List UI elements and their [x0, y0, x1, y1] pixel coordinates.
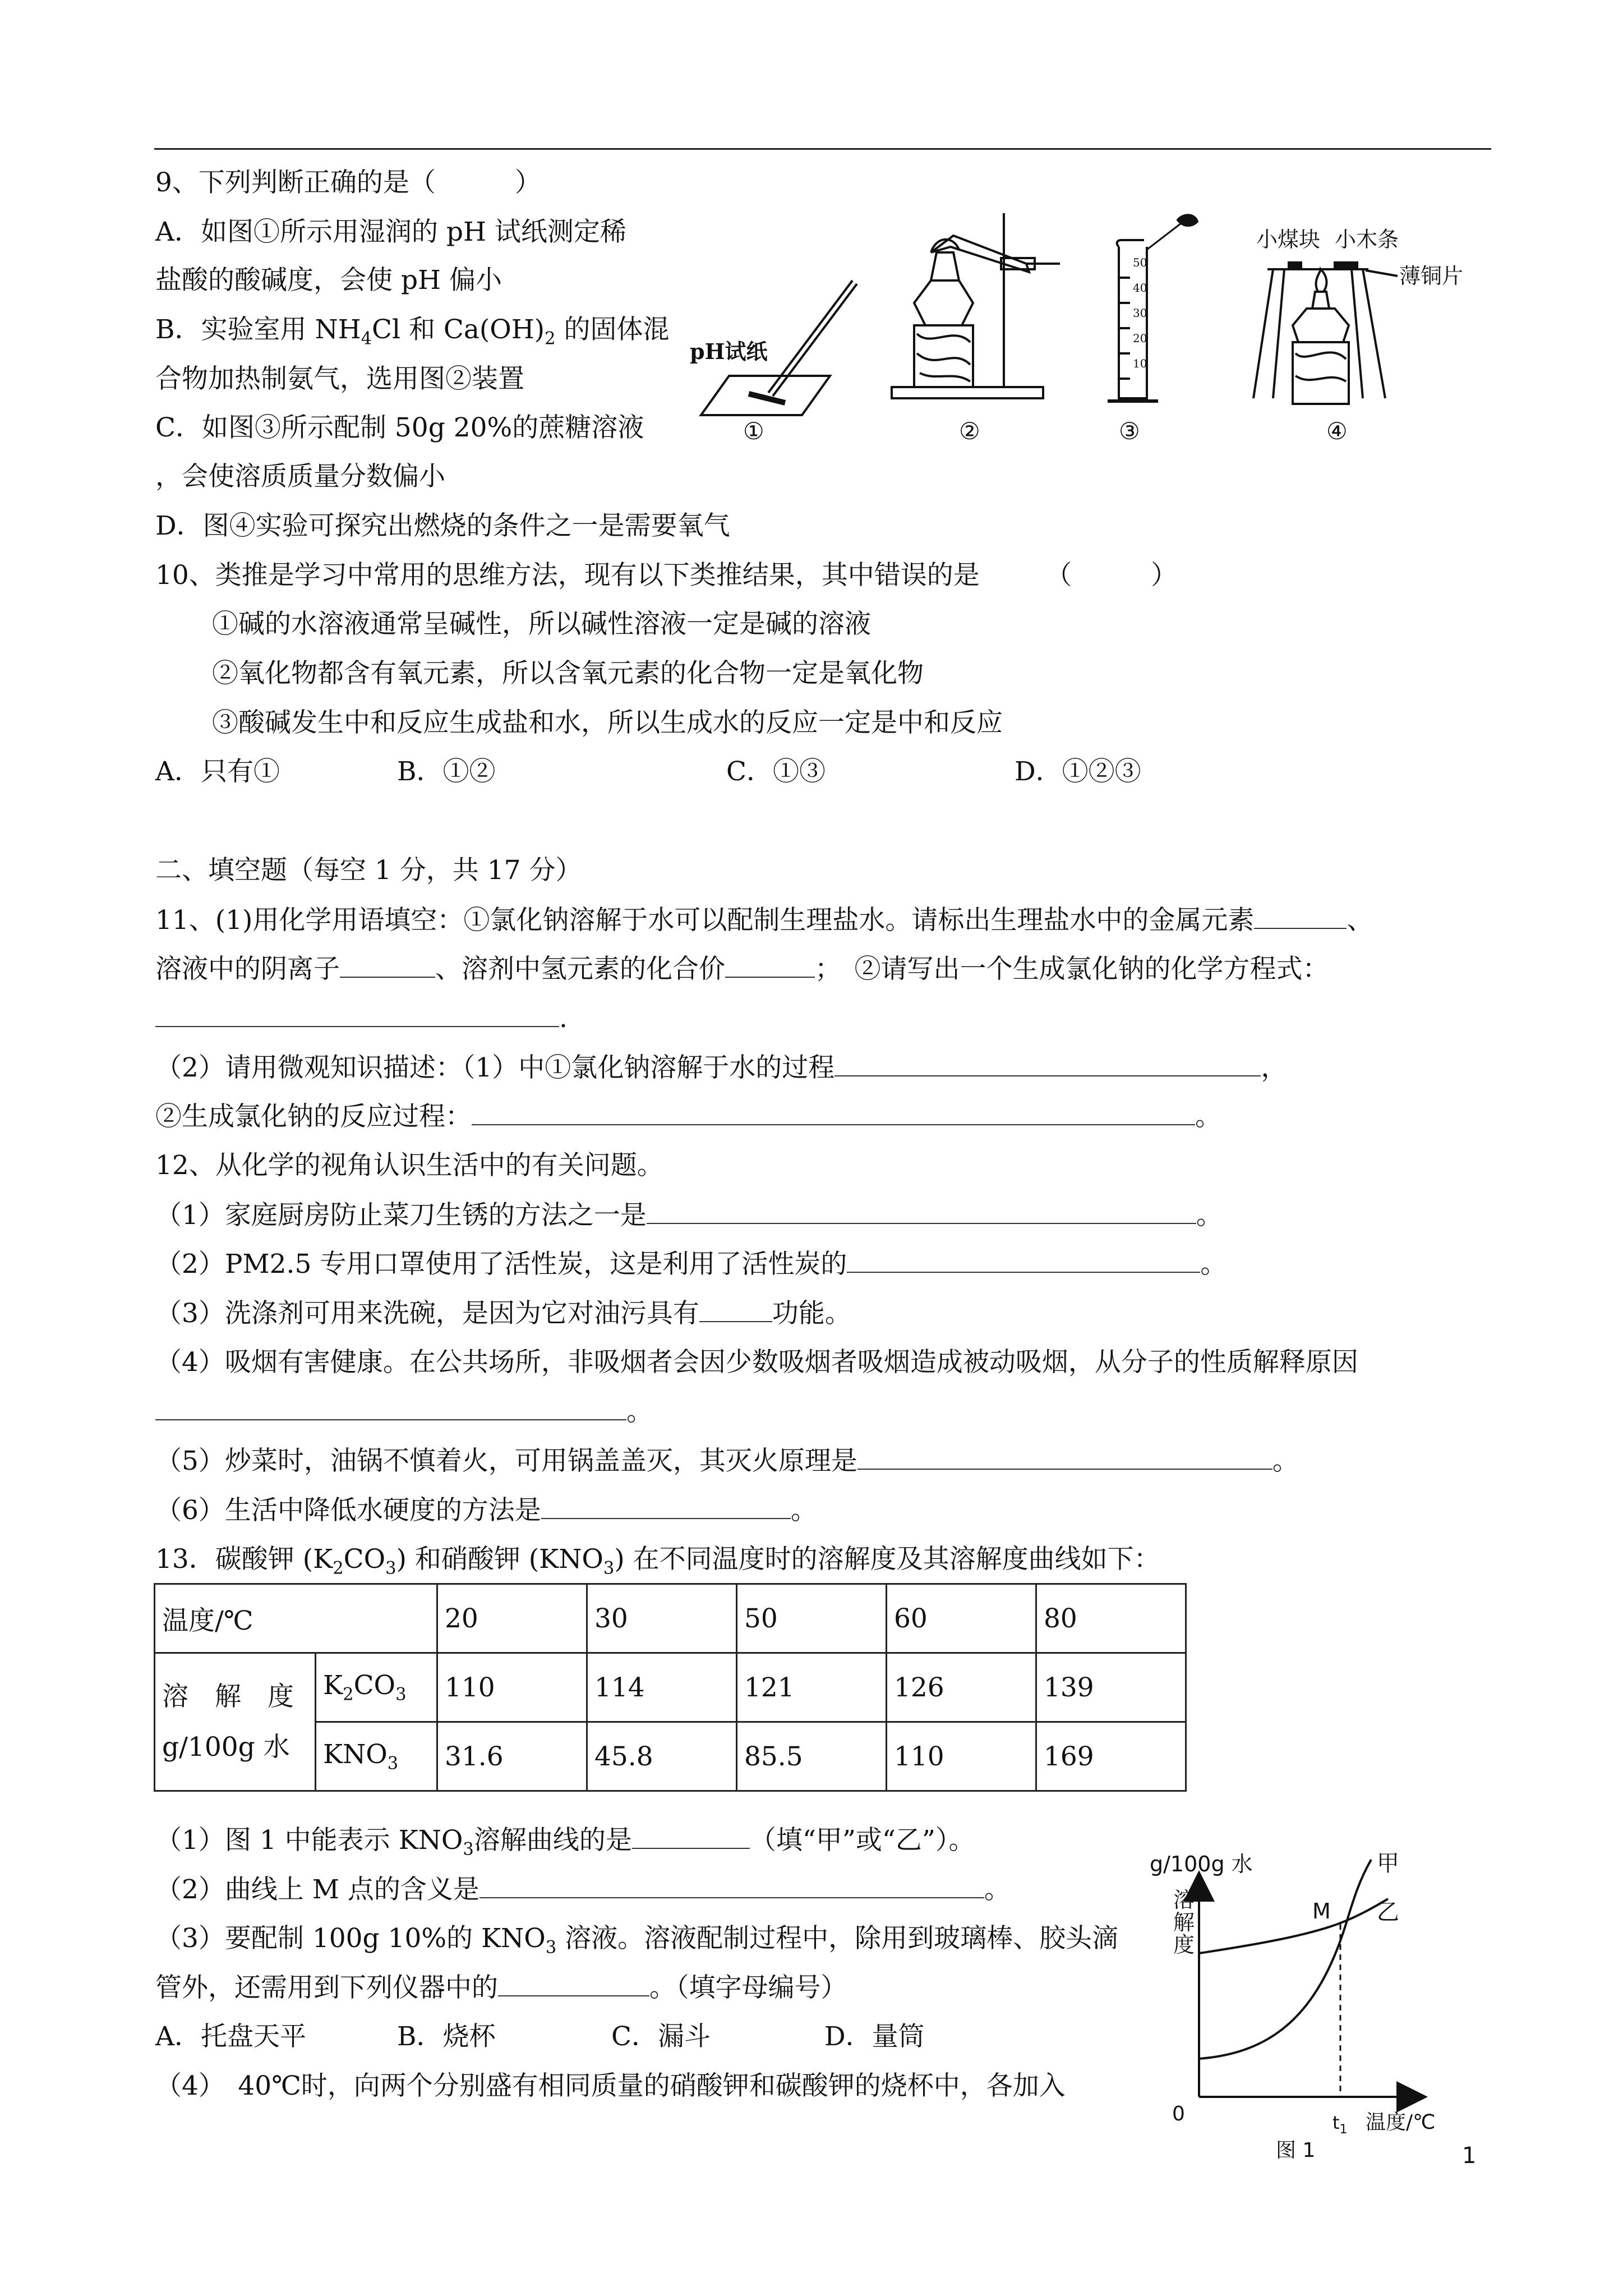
q11-blank-valence[interactable] [725, 952, 815, 978]
q12-blank-3[interactable] [699, 1296, 772, 1322]
q13-part-1: （1）图 1 中能表示 $KNO_3$溶解曲线的是 （填“甲”或“乙”）。 [155, 1823, 975, 1866]
table-temp-60: 60 [887, 1584, 1036, 1653]
section-2-title: 二、填空题（每空 1 分，共 17 分） [155, 855, 582, 886]
graduated-cylinder-figure [1108, 215, 1197, 445]
q13-blank-1[interactable] [632, 1823, 750, 1849]
cylinder-mark-40: 40 [1133, 281, 1147, 295]
cylinder-mark-30: 30 [1133, 306, 1147, 320]
q10-statement-3: ③酸碱发生中和反应生成盐和水，所以生成水的反应一定是中和反应 [212, 707, 1003, 738]
q12-part-1: （1）家庭厨房防止菜刀生锈的方法之一是 。 [155, 1198, 1223, 1232]
q12-part-4: （4）吸烟有害健康。在公共场所，非吸烟者会因少数吸烟者吸烟造成被动吸烟，从分子的性质解释原因 [155, 1347, 1358, 1378]
graph-ylabel-2: 解 [1173, 1910, 1195, 1935]
q9-option-c-line2: ，会使溶质质量分数偏小 [155, 461, 445, 492]
q11-line-3: . [155, 1001, 568, 1036]
q10-option-d: D．①②③ [1015, 756, 1141, 787]
coal-label: 小煤块 [1256, 227, 1321, 252]
graph-origin: 0 [1172, 2102, 1185, 2125]
wood-label: 小木条 [1335, 227, 1399, 252]
q9-option-b-line2: 合物加热制氨气，选用图②装置 [155, 364, 524, 394]
q9-apparatus-figures [690, 213, 1497, 460]
q13-part-2: （2）曲线上 M 点的含义是 。 [155, 1872, 1011, 1907]
q12-stem: 12、从化学的视角认识生活中的有关问题。 [155, 1150, 663, 1181]
table-temp-80: 80 [1036, 1584, 1186, 1653]
cylinder-mark-10: 10 [1133, 357, 1147, 370]
page-number: 1 [1462, 2143, 1477, 2169]
graph-xlabel: 温度/℃ [1366, 2111, 1436, 2134]
ph-paper-figure [690, 280, 857, 445]
q12-part-6: （6）生活中降低水硬度的方法是 。 [155, 1493, 817, 1527]
solubility-table [154, 1583, 1187, 1792]
header-rule [154, 148, 1491, 150]
q12-blank-4[interactable] [155, 1395, 626, 1420]
q11-line-1: 11、(1)用化学用语填空：①氯化钠溶解于水可以配制生理盐水。请标出生理盐水中的金属元素 、 [155, 903, 1373, 937]
curve-jia [1199, 1860, 1371, 2059]
q13-option-a: A．托盘天平 [155, 2021, 306, 2052]
q11-blank-metal[interactable] [1254, 903, 1347, 929]
table-k2co3-80: 139 [1036, 1653, 1186, 1722]
q13-blank-2[interactable] [479, 1872, 984, 1898]
table-k2co3-label: $K_2CO_3$ [316, 1653, 437, 1722]
table-row [155, 1653, 1186, 1722]
q12-part-4-answer: 。 [155, 1395, 653, 1429]
solubility-curve-figure [1150, 1846, 1497, 2160]
graph-point-m: M [1312, 1899, 1331, 1924]
fig4-label: ④ [1326, 417, 1348, 445]
graph-ylabel-1: 溶 [1173, 1888, 1195, 1912]
q13-part-3-line2: 管外，还需用到下列仪器中的 。（填字母编号） [155, 1971, 847, 2005]
table-kno3-20: 31.6 [437, 1722, 587, 1791]
q11-blank-anion[interactable] [340, 952, 435, 978]
q12-part-5: （5）炒菜时，油锅不慎着火，可用锅盖盖灭，其灭火原理是 。 [155, 1444, 1299, 1478]
q9-option-a-line2: 盐酸的酸碱度，会使 pH 偏小 [155, 265, 502, 296]
table-kno3-80: 169 [1036, 1722, 1186, 1791]
q10-stem: 10、类推是学习中常用的思维方法，现有以下类推结果，其中错误的是 （ ） [155, 560, 1178, 591]
q13-option-d: D．量筒 [824, 2021, 925, 2052]
figure-1-caption: 图 1 [1276, 2139, 1316, 2160]
curve-yi-label: 乙 [1377, 1899, 1399, 1925]
q13-option-b: B．烧杯 [397, 2021, 496, 2052]
graph-t1-label: $t_1$ [1332, 2112, 1348, 2137]
q9-option-a-line1: A．如图①所示用湿润的 pH 试纸测定稀 [155, 217, 626, 247]
q13-blank-3[interactable] [498, 1971, 649, 1996]
graph-unit-label: g/100g 水 [1150, 1852, 1253, 1876]
fig3-label: ③ [1119, 417, 1140, 445]
ph-paper-label: pH试纸 [690, 339, 768, 364]
combustion-figure [1253, 227, 1463, 445]
table-temp-30: 30 [587, 1584, 737, 1653]
table-k2co3-60: 126 [887, 1653, 1036, 1722]
q9-stem: 9、下列判断正确的是（ ） [155, 167, 541, 198]
q12-part-3: （3）洗涤剂可用来洗碗，是因为它对油污具有 功能。 [155, 1296, 851, 1331]
q13-part-3-line1: （3）要配制 100g 10%的 $KNO_3$ 溶液。溶液配制过程中，除用到玻璃棒、胶头滴 [155, 1923, 1119, 1958]
q13-part-4: （4） 40℃时，向两个分别盛有相同质量的硝酸钾和碳酸钾的烧杯中，各加入 [155, 2070, 1066, 2101]
table-k2co3-30: 114 [587, 1653, 737, 1722]
heating-apparatus-figure [892, 213, 1060, 445]
q11-blank-reaction[interactable] [472, 1099, 1195, 1125]
fig1-label: ① [743, 417, 764, 445]
table-kno3-60: 110 [887, 1722, 1036, 1791]
table-kno3-label: $KNO_3$ [316, 1722, 437, 1791]
copper-label: 薄铜片 [1399, 264, 1464, 288]
q13-stem: 13．碳酸钾 $(K_2CO_3)$ 和硝酸钾 $(KNO_3)$ 在不同温度时的溶解度及其溶解度曲线如下： [155, 1544, 1160, 1579]
table-k2co3-50: 121 [737, 1653, 887, 1722]
q11-blank-dissolve[interactable] [834, 1051, 1261, 1076]
curve-jia-label: 甲 [1377, 1851, 1399, 1876]
table-kno3-50: 85.5 [737, 1722, 887, 1791]
q10-statement-1: ①碱的水溶液通常呈碱性，所以碱性溶液一定是碱的溶液 [212, 609, 871, 639]
q12-blank-2[interactable] [847, 1247, 1200, 1273]
curve-yi [1199, 1899, 1388, 1953]
table-header-temp: 温度/℃ [155, 1584, 437, 1653]
q12-blank-6[interactable] [541, 1493, 791, 1519]
q12-part-2: （2）PM2.5 专用口罩使用了活性炭，这是利用了活性炭的 。 [155, 1247, 1227, 1281]
table-temp-50: 50 [737, 1584, 887, 1653]
q9-option-c-line1: C．如图③所示配制 50g 20%的蔗糖溶液 [155, 412, 644, 443]
table-solubility-label: 溶 解 度 g/100g 水 [155, 1653, 316, 1791]
table-temp-20: 20 [437, 1584, 587, 1653]
cylinder-mark-50: 50 [1133, 256, 1147, 269]
q11-line-4: （2）请用微观知识描述：（1）中①氯化钠溶解于水的过程 ， [155, 1051, 1287, 1085]
cylinder-mark-20: 20 [1133, 332, 1147, 345]
graph-ylabel-3: 度 [1173, 1932, 1195, 1957]
fig2-label: ② [959, 417, 980, 445]
q12-blank-5[interactable] [857, 1444, 1272, 1470]
q10-option-b: B．①② [397, 756, 496, 787]
q11-blank-equation[interactable] [155, 1001, 559, 1027]
table-k2co3-20: 110 [437, 1653, 587, 1722]
q13-option-c: C．漏斗 [611, 2021, 711, 2052]
q10-statement-2: ②氧化物都含有氧元素，所以含氧元素的化合物一定是氧化物 [212, 658, 924, 689]
q9-option-b-line1: B．实验室用 $NH_4Cl$ 和 $Ca(OH)_2$ 的固体混 [155, 314, 670, 349]
table-row [155, 1584, 1186, 1653]
q11-line-5: ②生成氯化钠的反应过程： 。 [155, 1099, 1221, 1134]
q11-line-2: 溶液中的阴离子 、溶剂中氢元素的化合价 ； ②请写出一个生成氯化钠的化学方程式： [155, 952, 1329, 986]
table-kno3-30: 45.8 [587, 1722, 737, 1791]
q10-option-c: C．①③ [726, 756, 826, 787]
q12-blank-1[interactable] [647, 1198, 1196, 1224]
q10-option-a: A．只有① [155, 756, 280, 787]
q9-option-d: D．图④实验可探究出燃烧的条件之一是需要氧气 [155, 510, 730, 541]
